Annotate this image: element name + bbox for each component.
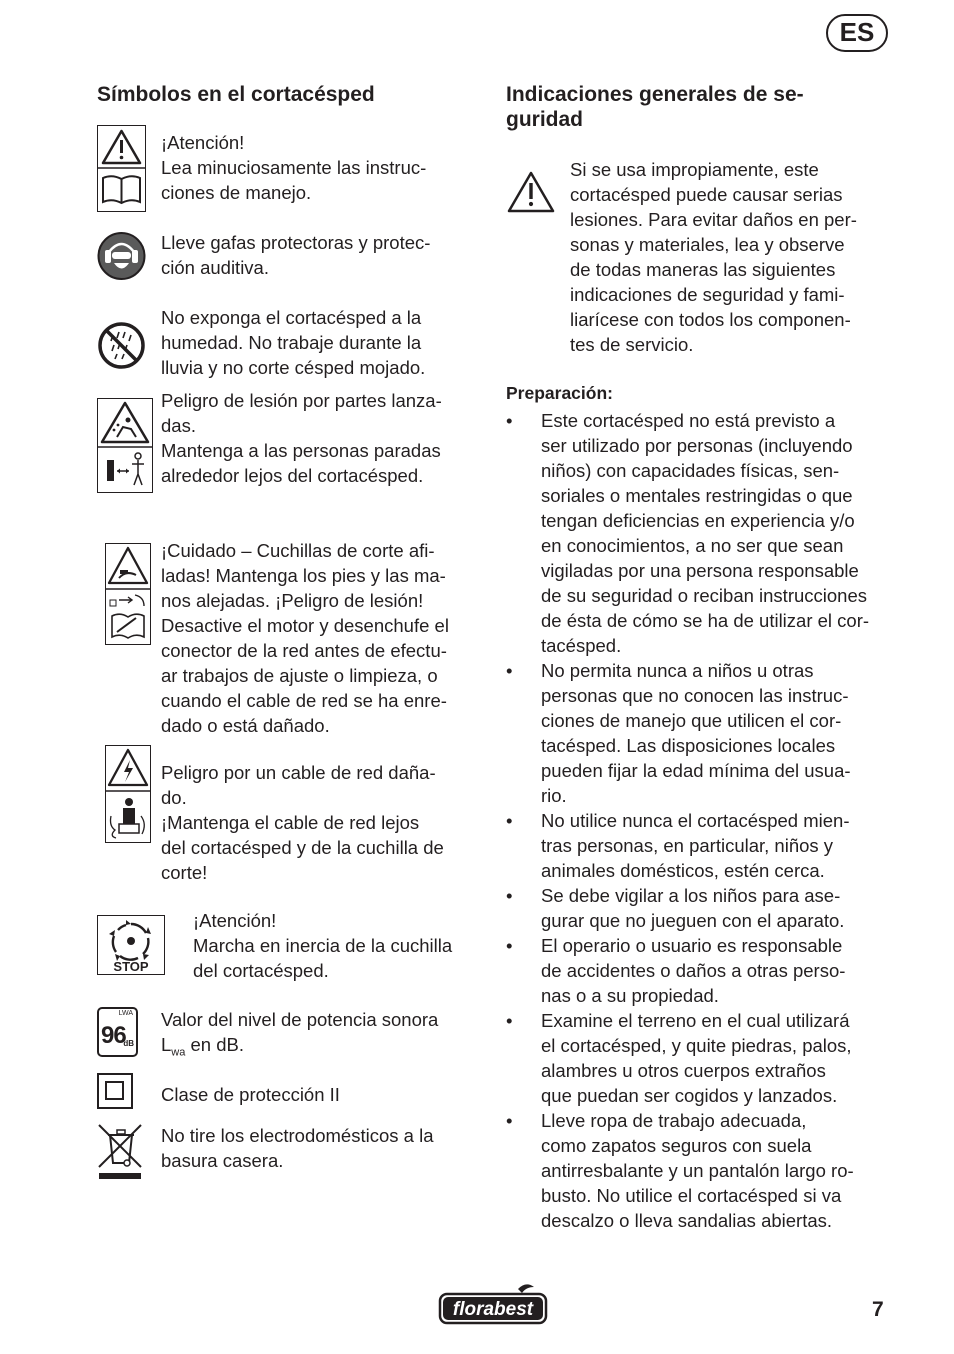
- symbol-text-line: ciones de manejo.: [161, 182, 312, 203]
- symbol-text-line: ladas! Mantenga los pies y las ma-: [161, 565, 446, 586]
- paragraph-line: cortacésped puede causar serias: [570, 184, 843, 205]
- symbol-text-line: No tire los electrodomésticos a la: [161, 1125, 434, 1146]
- blade-stop-icon: [97, 915, 165, 975]
- list-item: • Examine el terreno en el cual utilizará el cortacésped, y quite piedras, palos, alambres u otros cuerpos extraños que puedan ser cogidos y lanzados.: [506, 1010, 852, 1106]
- symbol-text-line: Clase de protección II: [161, 1084, 340, 1105]
- symbol-text-line: lluvia y no corte césped mojado.: [161, 357, 426, 378]
- warning-triangle-icon: [506, 170, 556, 219]
- symbol-text-line: No exponga el cortacésped a la: [161, 307, 422, 328]
- symbol-text-line: do.: [161, 787, 187, 808]
- symbol-text-line: das.: [161, 415, 196, 436]
- symbol-text-line: Peligro por un cable de red daña-: [161, 762, 436, 783]
- symbol-text-line: ¡Atención!: [193, 910, 277, 931]
- warning-book-icon: [97, 125, 146, 212]
- sound-unit: dB: [123, 1039, 134, 1048]
- symbol-text-line: Marcha en inercia de la cuchilla: [193, 935, 453, 956]
- symbol-text-line: ¡Atención!: [161, 132, 245, 153]
- protection-class-ii-icon: [97, 1073, 133, 1109]
- paragraph-line: Si se usa impropiamente, este: [570, 159, 819, 180]
- list-item: • No permita nunca a niños u otras personas que no conocen las instruc- ciones de manejo que utilicen el cor- tacésped. Las disposiciones locales pueden fijar la edad mínima del usua- rio.: [506, 660, 851, 806]
- sound-value: 96: [101, 1022, 126, 1049]
- stop-label: STOP: [113, 959, 149, 974]
- paragraph-line: tes de servicio.: [570, 334, 694, 355]
- paragraph-line: sonas y materiales, lea y observe: [570, 234, 845, 255]
- florabest-logo: [438, 1283, 548, 1325]
- paragraph-line: liarícese con todos los componen-: [570, 309, 851, 330]
- list-item: • Lleve ropa de trabajo adecuada, como zapatos seguros con suela antirresbalante y un pantalón largo ro- busto. No utilice el cortacésped si va descalzo o lleva sandalias abiertas.: [506, 1110, 854, 1231]
- warning-paragraph: [570, 157, 896, 357]
- symbols-title: Símbolos en el cortacésped: [97, 83, 375, 106]
- symbol-text-line: dado o está dañado.: [161, 715, 330, 736]
- sound-lwa-label: LWA: [118, 1010, 133, 1017]
- symbol-text-line: Desactive el motor y desenchufe el: [161, 615, 449, 636]
- symbol-text-line: Valor del nivel de potencia sonora: [161, 1009, 439, 1030]
- thrown-objects-icon: [97, 398, 153, 493]
- symbol-text-line: alrededor lejos del cortacésped.: [161, 465, 424, 486]
- sharp-blades-icon: [105, 543, 151, 645]
- no-rain-icon: [97, 321, 146, 375]
- safety-bullet-list: [506, 408, 896, 1233]
- symbol-text-line: ar trabajos de ajuste o limpieza, o: [161, 665, 438, 686]
- symbol-text-line: $L_{wa}$ en dB.: [161, 1034, 244, 1059]
- symbol-text-line: humedad. No trabaje durante la: [161, 332, 422, 353]
- symbol-text-line: Mantenga a las personas paradas: [161, 440, 441, 461]
- page-number: 7: [872, 1298, 884, 1321]
- symbol-text-line: ¡Mantenga el cable de red lejos: [161, 812, 420, 833]
- symbol-text-line: conector de la red antes de efectu-: [161, 640, 447, 661]
- language-badge: ES: [826, 14, 888, 52]
- safety-title-line: Indicaciones generales de se-: [506, 83, 804, 106]
- sound-level-icon: [97, 1007, 138, 1057]
- preparation-heading: Preparación:: [506, 383, 613, 403]
- paragraph-line: de todas maneras las siguientes: [570, 259, 836, 280]
- goggles-earmuffs-icon: [97, 230, 146, 287]
- symbol-text-line: corte!: [161, 862, 208, 883]
- safety-title: [506, 82, 804, 132]
- symbol-text-line: del cortacésped.: [193, 960, 329, 981]
- symbol-text-line: ción auditiva.: [161, 257, 269, 278]
- svg-text:florabest: florabest: [452, 1299, 534, 1320]
- list-item: • El operario o usuario es responsable de accidentes o daños a otras perso- nas o a su propiedad.: [506, 935, 846, 1006]
- electric-cable-icon: [105, 745, 151, 843]
- list-item: • Este cortacésped no está previsto a ser utilizado por personas (incluyendo niños) con capacidades físicas, sen- soriales o mentales restringidas o que tengan deficiencias en experiencia y/o en conocimientos, a no ser que sean vigiladas por una persona responsable de su seguridad o reciban instrucciones de ésta de cómo se ha de utilizar el cor- tacésped.: [506, 410, 870, 656]
- symbol-text-line: basura casera.: [161, 1150, 284, 1171]
- paragraph-line: indicaciones de seguridad y fami-: [570, 284, 845, 305]
- safety-title-line: guridad: [506, 108, 583, 131]
- weee-bin-icon: [97, 1123, 145, 1185]
- symbol-text-line: del cortacésped y de la cuchilla de: [161, 837, 444, 858]
- symbol-text-line: cuando el cable de red se ha enre-: [161, 690, 447, 711]
- paragraph-line: lesiones. Para evitar daños en per-: [570, 209, 857, 230]
- list-item: • No utilice nunca el cortacésped mien- tras personas, en particular, niños y animales domésticos, estén cerca.: [506, 810, 850, 881]
- symbol-text-line: Lea minuciosamente las instruc-: [161, 157, 427, 178]
- symbol-text-line: Lleve gafas protectoras y protec-: [161, 232, 431, 253]
- list-item: • Se debe vigilar a los niños para ase- gurar que no jueguen con el aparato.: [506, 885, 845, 931]
- symbol-text-line: ¡Cuidado – Cuchillas de corte afi-: [161, 540, 435, 561]
- symbol-text-line: nos alejadas. ¡Peligro de lesión!: [161, 590, 424, 611]
- symbol-text-line: Peligro de lesión por partes lanza-: [161, 390, 442, 411]
